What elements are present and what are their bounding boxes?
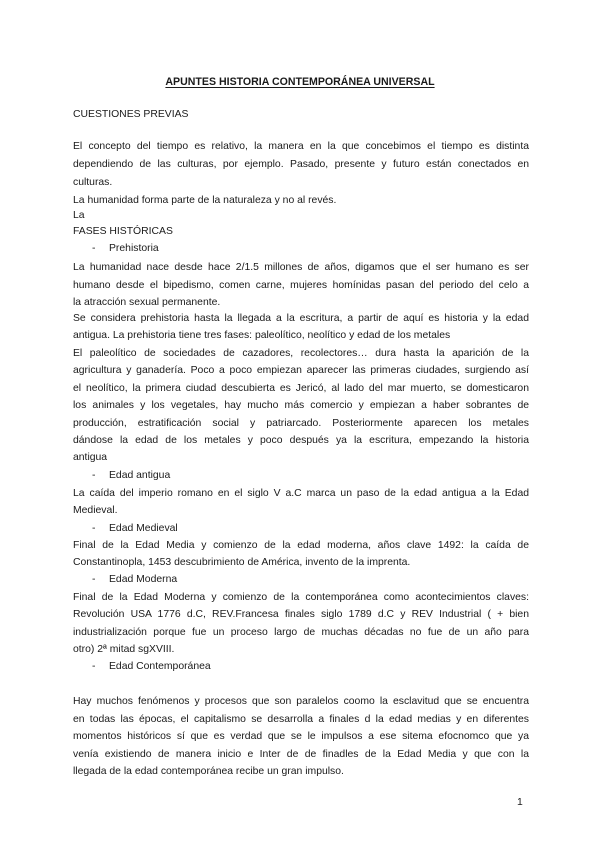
paragraph-line: La — [73, 210, 85, 221]
section-heading-cuestiones: CUESTIONES PREVIAS — [73, 109, 189, 120]
paragraph-line: La humanidad nace desde hace 2/1.5 millones de años, digamos que el ser humano es ser — [73, 262, 529, 273]
paragraph-line: La caída del imperio romano en el siglo V a.C marca un paso de la edad antigua a la Edad — [73, 488, 529, 499]
paragraph-line: la atracción sexual permanente. — [73, 297, 221, 308]
paragraph-line: otro) 2ª mitad sgXVIII. — [73, 644, 175, 655]
bullet-edad-antigua: Edad antigua — [109, 470, 171, 481]
paragraph-line: producción, estratificación social y patriarcado. Posteriormente aparecen los metales — [73, 418, 529, 429]
paragraph-line: dependiendo de las culturas, por ejemplo. Pasado, presente y futuro están conectados en — [73, 159, 529, 170]
bullet-dash: - — [92, 574, 96, 585]
bullet-dash: - — [92, 661, 96, 672]
paragraph-line: La humanidad forma parte de la naturaleza y no al revés. — [73, 195, 337, 206]
paragraph-line: El paleolítico de sociedades de cazadores, recolectores… dura hasta la aparición de la — [73, 348, 529, 359]
paragraph-line: Constantinopla, 1453 descubrimiento de América, invento de la imprenta. — [73, 557, 411, 568]
page-number: 1 — [517, 797, 523, 808]
document-title: APUNTES HISTORIA CONTEMPORÁNEA UNIVERSAL — [165, 76, 435, 88]
paragraph-line: antigua. La prehistoria tiene tres fases: paleolítico, neolítico y edad de los metales — [73, 330, 451, 341]
paragraph-line: Final de la Edad Moderna y comienzo de la contemporánea como acontecimientos claves: — [73, 592, 529, 603]
paragraph-line: humano desde el bipedismo, comen carne, mujeres homínidas pasan del periodo del celo a — [73, 280, 529, 291]
bullet-edad-medieval: Edad Medieval — [109, 523, 178, 534]
bullet-dash: - — [92, 243, 96, 254]
paragraph-line: El concepto del tiempo es relativo, la manera en la que concebimos el tiempo es distinta — [73, 141, 529, 152]
paragraph-line: momentos históricos sí que es verdad que se le impulsos a ese sitema efocnomco que ya — [73, 731, 529, 742]
bullet-dash: - — [92, 523, 96, 534]
paragraph-line: dándose la edad de los metales y poco después ya la escritura, empezando la historia — [73, 435, 529, 446]
paragraph-line: Hay muchos fenómenos y procesos que son paralelos coomo la esclavitud que se encuentra — [73, 696, 529, 707]
section-heading-fases: FASES HISTÓRICAS — [73, 226, 173, 237]
paragraph-line: antigua — [73, 452, 108, 463]
paragraph-line: industrialización porque fue un proceso largo de muchas décadas no fue de un año para — [73, 627, 529, 638]
paragraph-line: culturas. — [73, 177, 113, 188]
paragraph-line: Final de la Edad Media y comienzo de la edad moderna, años clave 1492: la caída de — [73, 540, 529, 551]
bullet-dash: - — [92, 470, 96, 481]
paragraph-line: Se considera prehistoria hasta la llegada a la escritura, a partir de aquí es historia y la edad — [73, 313, 529, 324]
paragraph-line: los animales y los vegetales, hay mucho más comercio y empiezan a haber sobrantes de — [73, 400, 529, 411]
paragraph-line: Revolución USA 1776 d.C, REV.Francesa finales siglo 1789 d.C y REV Industrial ( + bien — [73, 609, 529, 620]
paragraph-line: el neolítico, la primera ciudad descubierta es Jericó, al lado del mar muerto, se domesticaron — [73, 383, 529, 394]
bullet-prehistoria: Prehistoria — [109, 243, 159, 254]
paragraph-line: venía existiendo de manera inicio e Inter de de finadles de la Edad Media y que con la — [73, 749, 529, 760]
bullet-edad-contemporanea: Edad Contemporánea — [109, 661, 211, 672]
paragraph-line: agricultura y ganadería. Poco a poco empiezan aparecer las primeras ciudades, surgiendo así — [73, 365, 529, 376]
paragraph-line: llegada de la edad contemporánea recibe un gran impulso. — [73, 766, 344, 777]
paragraph-line: Medieval. — [73, 505, 118, 516]
paragraph-line: en todas las épocas, el capitalismo se desarrolla a finales d la edad medias y en diferentes — [73, 714, 529, 725]
bullet-edad-moderna: Edad Moderna — [109, 574, 178, 585]
